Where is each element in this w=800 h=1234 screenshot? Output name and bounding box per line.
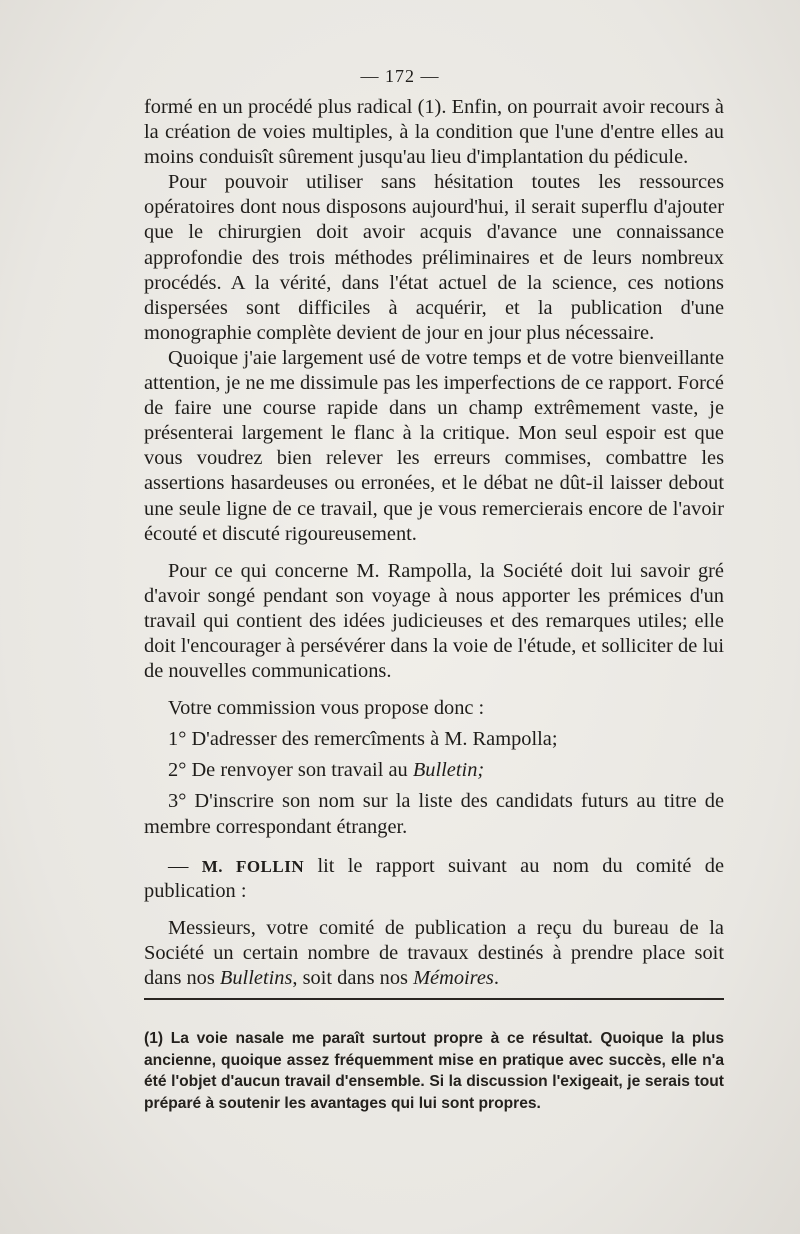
paragraph-5: Votre commission vous propose donc :	[168, 697, 485, 720]
paragraph-7-text-b: , soit dans nos	[292, 967, 414, 989]
paragraph-6	[144, 854, 724, 904]
list-item-3: 3° D'inscrire son nom sur la liste des candidats futurs au titre de membre correspondant étranger.	[144, 790, 724, 838]
paragraph-4: Pour ce qui concerne M. Rampolla, la Société doit lui savoir gré d'avoir songé pendant son voyage à nous apporter les prémices d'un travail qui contient des idées judicieuses et des remarques utiles; elle doit l'encourager à persévérer dans la voie de l'étude, et solliciter de lui de nouvelles communications.	[144, 559, 724, 683]
footnote-marker: (1)	[144, 1030, 164, 1047]
paragraph-7-italic-1: Bulletins	[219, 967, 293, 989]
proposal-list	[144, 727, 724, 839]
paragraph-1: formé en un procédé plus radical (1). Enfin, on pourrait avoir recours à la création de voies multiples, à la condition que l'une d'entre elles au moins conduisît sûrement jusqu'au lieu d'implantation du pédicule.	[144, 96, 724, 169]
paragraph-7-text-c: .	[493, 967, 499, 989]
paragraph-2: Pour pouvoir utiliser sans hésitation toutes les ressources opératoires dont nous disposons aujourd'hui, il serait superflu d'ajouter que le chirurgien doit avoir acquis d'avance une connaissance approfondie des trois méthodes préliminaires et de leurs nombreux procédés. A la vérité, dans l'état actuel de la science, ces notions dispersées sont difficiles à acquérir, et la publication d'une monographie complète devient de jour en jour plus nécessaire.	[144, 171, 724, 344]
list-item-2	[144, 758, 724, 783]
list-item-1: 1° D'adresser des remercîments à M. Rampolla;	[168, 728, 558, 751]
speaker-name: M. FOLLIN	[201, 856, 305, 876]
footnote-text: La voie nasale me paraît surtout propre à ce résultat. Quoique la plus ancienne, quoique assez fréquemment mise en pratique avec succès, elle n'a été l'objet d'aucun travail d'ensemble. Si la discussion l'exigeait, je serais tout préparé à soutenir les avantages qui lui sont propres.	[144, 1030, 724, 1112]
paragraph-7-text-a: Messieurs, votre comité de publication a reçu du bureau de la Société un certain nombre de travaux destinés à prendre place soit dans nos	[144, 916, 724, 989]
paragraph-6-text: lit le rapport suivant au nom du comité de publication :	[144, 854, 724, 902]
list-item-2-italic: Bulletin;	[412, 759, 485, 782]
footnote-divider	[144, 998, 724, 1000]
main-text	[144, 95, 724, 991]
paragraph-3: Quoique j'aie largement usé de votre temps et de votre bienveillante attention, je ne me dissimule pas les imperfections de ce rapport. Forcé de faire une course rapide dans un champ extrêmement vaste, je présenterai largement le flanc à la critique. Mon seul espoir est que vous voudrez bien relever les erreurs commises, combattre les assertions hasardeuses ou erronées, et le débat ne dût-il laisser debout une seule ligne de ce travail, que je vous remercierais encore de l'avoir écouté et discuté rigoureusement.	[144, 346, 724, 545]
paragraph-7-italic-2: Mémoires	[413, 967, 494, 989]
list-item-2-text: 2° De renvoyer son travail au	[168, 759, 413, 782]
paragraph-6-dash: —	[168, 854, 202, 877]
footnote	[144, 1028, 724, 1114]
paragraph-7	[144, 916, 724, 991]
page-number: — 172 —	[360, 66, 440, 86]
